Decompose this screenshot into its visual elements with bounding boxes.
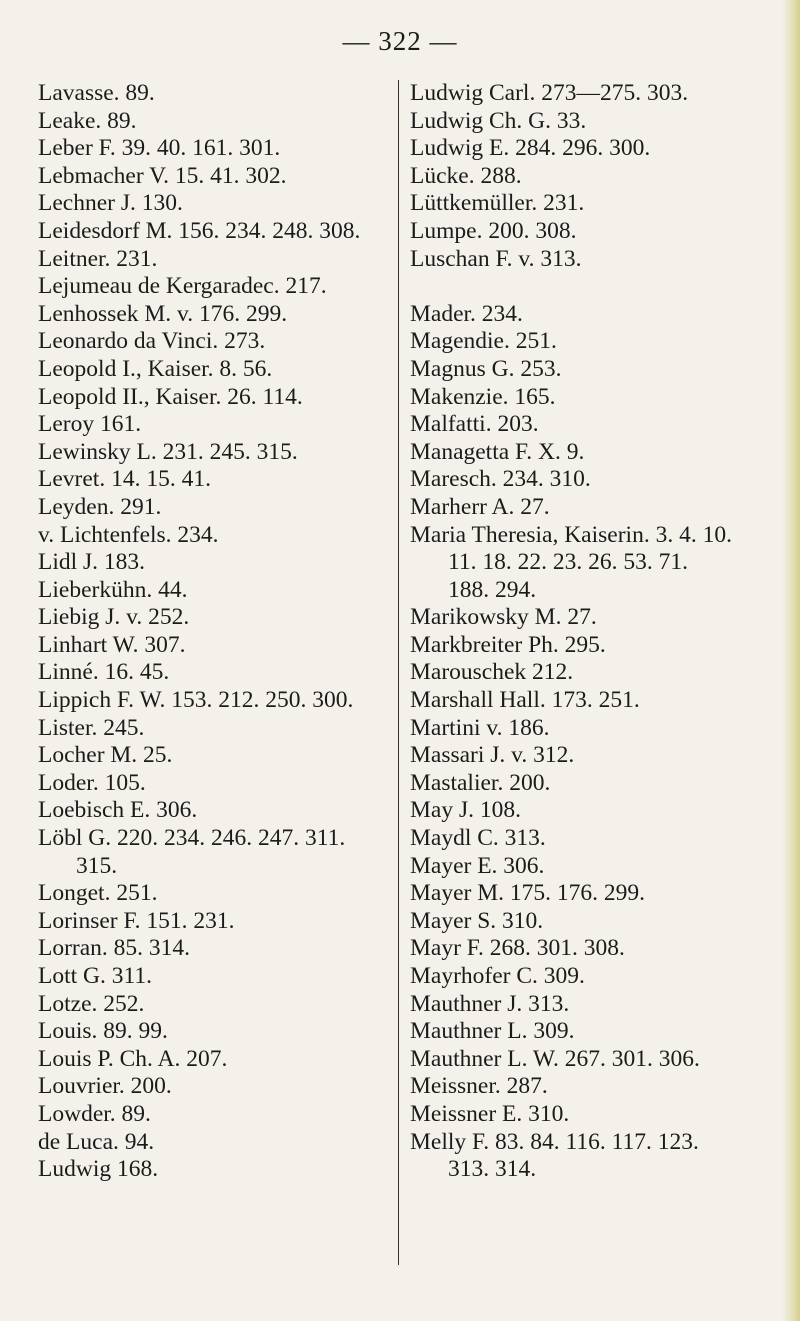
index-entry — [38, 908, 388, 936]
index-entry — [38, 356, 388, 384]
index-entry — [38, 825, 388, 880]
index-entry — [410, 439, 780, 467]
index-entry-text: Mayer S. 310. — [410, 907, 544, 934]
index-entry-text: Marikowsky M. 27. — [410, 604, 597, 631]
index-entry-text: Louis. 89. 99. — [38, 1018, 168, 1045]
index-entry — [410, 80, 780, 108]
index-entry-text: Lewinsky L. 231. 245. 315. — [38, 438, 298, 465]
index-entry-text: Managetta F. X. 9. — [410, 438, 585, 465]
index-entry — [38, 742, 388, 770]
index-entry — [38, 935, 388, 963]
index-entry — [38, 1046, 388, 1074]
index-entry-text: de Luca. 94. — [38, 1128, 155, 1155]
index-entry-text: Mayer E. 306. — [410, 852, 545, 879]
index-entry-text: Luschan F. v. 313. — [410, 245, 582, 272]
index-entry — [410, 522, 780, 605]
index-entry — [410, 991, 780, 1019]
index-entry — [38, 632, 388, 660]
index-entry — [38, 522, 388, 550]
index-entry — [38, 1073, 388, 1101]
index-entry — [38, 80, 388, 108]
index-entry-text: Lücke. 288. — [410, 162, 522, 189]
index-entry-text: Lowder. 89. — [38, 1100, 151, 1127]
index-entry-text: Maria Theresia, Kaiserin. 3. 4. 10. — [410, 521, 732, 548]
index-entry — [410, 687, 780, 715]
index-entry — [410, 604, 780, 632]
index-entry — [38, 1129, 388, 1157]
page-number: — 322 — — [342, 26, 458, 56]
index-entry-text: Lorinser F. 151. 231. — [38, 907, 235, 934]
index-entry-text: Meissner E. 310. — [410, 1100, 570, 1127]
index-entry-text: Meissner. 287. — [410, 1073, 548, 1100]
index-entry-text: Lister. 245. — [38, 714, 145, 741]
index-entry-text: Leopold II., Kaiser. 26. 114. — [38, 383, 303, 410]
index-entry-text: Lejumeau de Kergaradec. 217. — [38, 273, 327, 300]
index-entry-text: Locher M. 25. — [38, 742, 173, 769]
index-entry — [410, 632, 780, 660]
index-entry — [410, 135, 780, 163]
index-entry — [410, 742, 780, 770]
index-entry — [38, 715, 388, 743]
index-entry-text: Makenzie. 165. — [410, 383, 556, 410]
index-entry-text: Liebig J. v. 252. — [38, 604, 190, 631]
index-entry — [38, 1018, 388, 1046]
index-entry-text: Leidesdorf M. 156. 234. 248. 308. — [38, 217, 361, 244]
index-entry-text: Lechner J. 130. — [38, 190, 183, 217]
index-entry-continuation: 315. — [76, 852, 118, 879]
index-entry — [410, 1129, 780, 1184]
index-entry — [410, 770, 780, 798]
index-entry-text: Mader. 234. — [410, 300, 523, 327]
index-entry — [38, 770, 388, 798]
index-entry-text: Lebmacher V. 15. 41. 302. — [38, 162, 287, 189]
index-entry-text: Ludwig E. 284. 296. 300. — [410, 135, 651, 162]
index-entry — [410, 825, 780, 853]
index-entry-text: Lüttkemüller. 231. — [410, 190, 585, 217]
index-entry — [38, 246, 388, 274]
index-entry — [38, 108, 388, 136]
index-entry-text: Leake. 89. — [38, 107, 137, 134]
index-entry-text: Mauthner J. 313. — [410, 990, 570, 1017]
index-entry-text: Lavasse. 89. — [38, 80, 155, 106]
index-entry-text: Maresch. 234. 310. — [410, 466, 591, 493]
index-entry — [410, 328, 780, 356]
index-entry — [38, 384, 388, 412]
index-entry-text: Ludwig 168. — [38, 1156, 159, 1183]
index-entry — [38, 797, 388, 825]
index-entry-text: Mastalier. 200. — [410, 769, 551, 796]
index-entry — [38, 301, 388, 329]
index-entry — [38, 328, 388, 356]
index-entry — [410, 411, 780, 439]
index-entry-text: Mauthner L. 309. — [410, 1018, 575, 1045]
index-entry-text: Longet. 251. — [38, 880, 158, 907]
index-entry — [410, 1018, 780, 1046]
index-entry-text: Mauthner L. W. 267. 301. 306. — [410, 1045, 700, 1072]
index-entry-text: v. Lichtenfels. 234. — [38, 521, 219, 548]
index-entry-text: Lidl J. 183. — [38, 549, 146, 576]
index-entry — [410, 190, 780, 218]
index-entry-text: Massari J. v. 312. — [410, 742, 575, 769]
index-entry-text: Ludwig Carl. 273—275. 303. — [410, 80, 689, 106]
index-entry-text: Magnus G. 253. — [410, 355, 562, 382]
index-entry-text: Louis P. Ch. A. 207. — [38, 1045, 228, 1072]
index-entry-text: Marherr A. 27. — [410, 493, 550, 520]
index-entry-text: Marouschek 212. — [410, 659, 574, 686]
index-entry — [410, 356, 780, 384]
index-entry-text: Melly F. 83. 84. 116. 117. 123. — [410, 1128, 699, 1155]
index-entry-continuation: 188. 294. — [448, 576, 537, 603]
index-entry — [410, 659, 780, 687]
index-entry — [38, 687, 388, 715]
index-entry — [410, 466, 780, 494]
index-entry — [38, 963, 388, 991]
index-entry-text: Lumpe. 200. 308. — [410, 217, 577, 244]
index-entry — [410, 384, 780, 412]
index-entry-text: Loebisch E. 306. — [38, 797, 198, 824]
index-entry — [410, 797, 780, 825]
index-entry-text: Leyden. 291. — [38, 493, 162, 520]
index-entry — [410, 301, 780, 329]
index-entry-text: Lenhossek M. v. 176. 299. — [38, 300, 288, 327]
index-entry — [410, 108, 780, 136]
index-entry — [38, 577, 388, 605]
index-entry — [410, 163, 780, 191]
right-index-column — [410, 80, 780, 1184]
column-divider — [398, 80, 399, 1265]
index-entry-text: Löbl G. 220. 234. 246. 247. 311. — [38, 825, 346, 852]
index-entry-text: Leonardo da Vinci. 273. — [38, 328, 266, 355]
index-entry-text: Leopold I., Kaiser. 8. 56. — [38, 355, 273, 382]
index-entry-text: Louvrier. 200. — [38, 1073, 172, 1100]
index-entry-text: Marshall Hall. 173. 251. — [410, 687, 640, 714]
page-edge-discoloration — [782, 0, 800, 1321]
index-entry — [410, 1046, 780, 1074]
index-entry — [38, 604, 388, 632]
index-entry — [38, 466, 388, 494]
index-entry — [410, 218, 780, 246]
index-entry-text: Lieberkühn. 44. — [38, 576, 188, 603]
index-entry-text: Lott G. 311. — [38, 963, 153, 989]
index-entry — [38, 273, 388, 301]
index-entry — [38, 411, 388, 439]
index-entry-text: Martini v. 186. — [410, 714, 550, 741]
index-entry — [38, 190, 388, 218]
index-entry — [38, 439, 388, 467]
index-entry — [410, 494, 780, 522]
index-entry — [410, 935, 780, 963]
section-gap — [410, 273, 780, 301]
index-entry — [410, 908, 780, 936]
index-entry — [38, 494, 388, 522]
index-entry-text: Linhart W. 307. — [38, 631, 186, 658]
index-entry-text: Lippich F. W. 153. 212. 250. 300. — [38, 687, 354, 714]
index-entry-text: Leitner. 231. — [38, 245, 158, 272]
index-entry — [38, 135, 388, 163]
index-entry-text: Linné. 16. 45. — [38, 659, 170, 686]
index-entry — [410, 880, 780, 908]
index-entry — [410, 246, 780, 274]
index-entry-text: Leroy 161. — [38, 411, 142, 438]
index-entry-text: Markbreiter Ph. 295. — [410, 631, 606, 658]
index-entry-text: Malfatti. 203. — [410, 411, 539, 438]
index-entry — [38, 1156, 388, 1184]
index-entry — [38, 991, 388, 1019]
index-entry — [38, 163, 388, 191]
index-entry — [38, 880, 388, 908]
index-entry-text: Mayer M. 175. 176. 299. — [410, 880, 645, 907]
index-entry-text: Maydl C. 313. — [410, 825, 546, 852]
index-entry-text: Leber F. 39. 40. 161. 301. — [38, 135, 281, 162]
index-entry-continuation: 313. 314. — [448, 1156, 537, 1183]
index-entry — [38, 1101, 388, 1129]
index-entry-text: Lorran. 85. 314. — [38, 935, 191, 962]
index-entry — [410, 1073, 780, 1101]
index-entry-continuation: 11. 18. 22. 23. 26. 53. 71. — [448, 549, 689, 576]
index-entry — [410, 853, 780, 881]
index-entry — [410, 715, 780, 743]
index-entry — [410, 1101, 780, 1129]
index-entry-text: Levret. 14. 15. 41. — [38, 466, 211, 493]
index-entry-text: Loder. 105. — [38, 769, 146, 796]
index-entry-text: Ludwig Ch. G. 33. — [410, 107, 587, 134]
index-entry — [38, 549, 388, 577]
index-entry-text: May J. 108. — [410, 797, 521, 824]
index-entry — [38, 659, 388, 687]
index-entry-text: Magendie. 251. — [410, 328, 557, 355]
index-entry — [38, 218, 388, 246]
index-entry-text: Mayrhofer C. 309. — [410, 963, 585, 989]
left-index-column — [38, 80, 388, 1184]
index-entry — [410, 963, 780, 991]
index-entry-text: Lotze. 252. — [38, 990, 145, 1017]
index-entry-text: Mayr F. 268. 301. 308. — [410, 935, 625, 962]
